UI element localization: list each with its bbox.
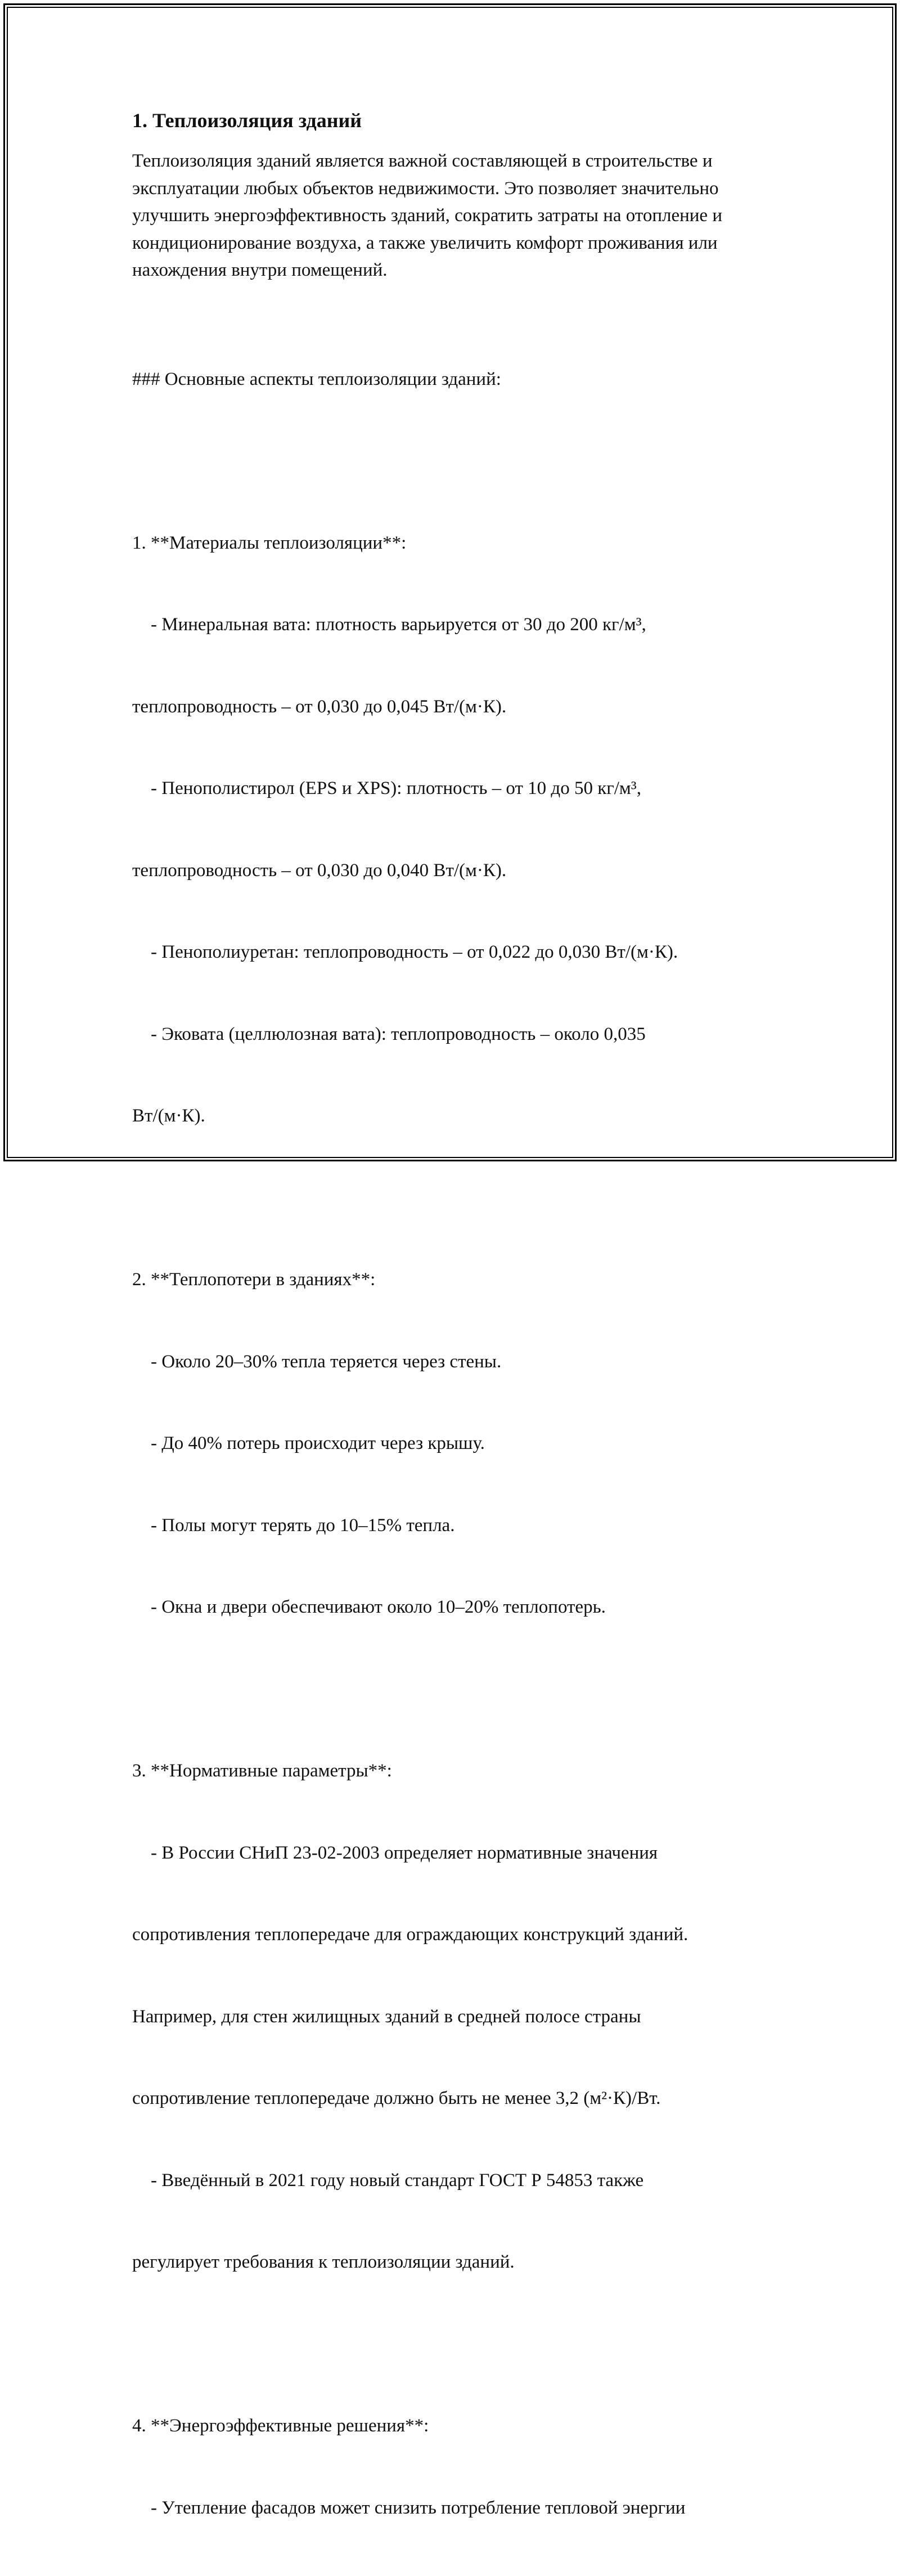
section-heading: ### Основные аспекты теплоизоляции зданий:: [132, 366, 779, 393]
body-line: - Эковата (целлюлозная вата): теплопроводность – около 0,035: [132, 1021, 779, 1048]
body-line: - Утепление фасадов может снизить потребление тепловой энергии: [132, 2494, 779, 2522]
body-line: - Полы могут терять до 10–15% тепла.: [132, 1512, 779, 1540]
list-heading-regulations: 3. **Нормативные параметры**:: [132, 1757, 779, 1785]
document-title: 1. Теплоизоляция зданий: [132, 106, 779, 135]
body-line: Вт/(м·К).: [132, 1102, 779, 1130]
list-heading-solutions: 4. **Энергоэффективные решения**:: [132, 2412, 779, 2440]
body-line: - Минеральная вата: плотность варьируется от 30 до 200 кг/м³,: [132, 611, 779, 639]
blank-line: [132, 1184, 779, 1212]
body-line: теплопроводность – от 0,030 до 0,045 Вт/(м·К).: [132, 693, 779, 721]
list-heading-materials: 1. **Материалы теплоизоляции**:: [132, 529, 779, 557]
blank-line: [132, 2331, 779, 2358]
blank-line: [132, 1676, 779, 1703]
body-line: сопротивления теплопередаче для ограждающих конструкций зданий.: [132, 1921, 779, 1949]
body-line: Например, для стен жилищных зданий в средней полосе страны: [132, 2003, 779, 2031]
body-line: сопротивление теплопередаче должно быть не менее 3,2 (м²·К)/Вт.: [132, 2085, 779, 2112]
document-body: [132, 311, 779, 2576]
body-line: - Около 20–30% тепла теряется через стены.: [132, 1348, 779, 1376]
document-content: [132, 106, 779, 2576]
body-line: - Пенополистирол (EPS и XPS): плотность – от 10 до 50 кг/м³,: [132, 775, 779, 802]
body-line: теплопроводность – от 0,030 до 0,040 Вт/(м·К).: [132, 857, 779, 885]
list-heading-heat-loss: 2. **Теплопотери в зданиях**:: [132, 1266, 779, 1294]
body-line: - До 40% потерь происходит через крышу.: [132, 1430, 779, 1457]
body-line: - Окна и двери обеспечивают около 10–20% теплопотерь.: [132, 1594, 779, 1621]
body-line: - В России СНиП 23-02-2003 определяет нормативные значения: [132, 1839, 779, 1867]
intro-paragraph: Теплоизоляция зданий является важной составляющей в строительстве и эксплуатации любых объектов недвижимости. Это позволяет значительно улучшить энергоэффективность зданий, сократить затраты на отопление и кондиционирование воздуха, а также увеличить комфорт проживания или нахождения внутри помещений.: [132, 147, 773, 284]
body-line: - Введённый в 2021 году новый стандарт ГОСТ Р 54853 также: [132, 2167, 779, 2194]
body-line: - Пенополиуретан: теплопроводность – от 0,022 до 0,030 Вт/(м·К).: [132, 939, 779, 966]
body-line: регулирует требования к теплоизоляции зданий.: [132, 2249, 779, 2276]
blank-line: [132, 447, 779, 475]
